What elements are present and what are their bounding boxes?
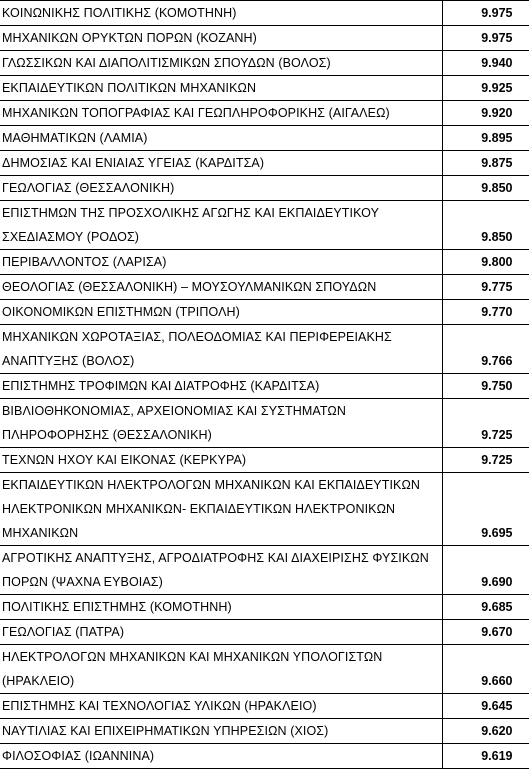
department-name-cell [0, 126, 443, 151]
department-name-cell [0, 546, 443, 595]
table-row [0, 620, 529, 645]
department-name-cell [0, 374, 443, 399]
table-row [0, 325, 529, 374]
table-row [0, 300, 529, 325]
score-cell: 9.725 [443, 399, 529, 448]
table-row [0, 51, 529, 76]
table-row [0, 151, 529, 176]
score-cell: 9.895 [443, 126, 529, 151]
scores-table-body [0, 1, 529, 769]
score-cell: 9.725 [443, 448, 529, 473]
score-cell: 9.940 [443, 51, 529, 76]
department-name-cell [0, 151, 443, 176]
department-name-cell [0, 620, 443, 645]
score-cell: 9.685 [443, 595, 529, 620]
score-cell: 9.920 [443, 101, 529, 126]
department-name-cell [0, 76, 443, 101]
table-row [0, 26, 529, 51]
score-cell: 9.875 [443, 151, 529, 176]
department-name-cell [0, 325, 443, 374]
table-row [0, 176, 529, 201]
score-cell: 9.800 [443, 250, 529, 275]
score-cell: 9.975 [443, 26, 529, 51]
table-row [0, 473, 529, 546]
department-name-line: ΣΧΕΔΙΑΣΜΟΥ (ΡΟΔΟΣ) [2, 225, 442, 249]
department-name-line: ΜΗΧΑΝΙΚΩΝ ΟΡΥΚΤΩΝ ΠΟΡΩΝ (ΚΟΖΑΝΗ) [2, 26, 442, 50]
table-row [0, 399, 529, 448]
department-name-line: ΦΙΛΟΣΟΦΙΑΣ (ΙΩΑΝΝΙΝΑ) [2, 744, 442, 768]
department-name-line: ΜΗΧΑΝΙΚΩΝ ΧΩΡΟΤΑΞΙΑΣ, ΠΟΛΕΟΔΟΜΙΑΣ ΚΑΙ ΠΕΡΙΦΕΡΕΙΑΚΗΣ [2, 325, 442, 349]
department-name-line: ΓΛΩΣΣΙΚΩΝ ΚΑΙ ΔΙΑΠΟΛΙΤΙΣΜΙΚΩΝ ΣΠΟΥΔΩΝ (ΒΟΛΟΣ) [2, 51, 442, 75]
department-name-line: ΓΕΩΛΟΓΙΑΣ (ΘΕΣΣΑΛΟΝΙΚΗ) [2, 176, 442, 200]
score-cell: 9.620 [443, 719, 529, 744]
score-cell: 9.619 [443, 744, 529, 769]
score-cell: 9.695 [443, 473, 529, 546]
department-name-line: ΕΚΠΑΙΔΕΥΤΙΚΩΝ ΗΛΕΚΤΡΟΛΟΓΩΝ ΜΗΧΑΝΙΚΩΝ ΚΑΙ ΕΚΠΑΙΔΕΥΤΙΚΩΝ [2, 473, 442, 497]
score-cell: 9.645 [443, 694, 529, 719]
department-name-line: ΜΗΧΑΝΙΚΩΝ ΤΟΠΟΓΡΑΦΙΑΣ ΚΑΙ ΓΕΩΠΛΗΡΟΦΟΡΙΚΗΣ (ΑΙΓΑΛΕΩ) [2, 101, 442, 125]
department-name-line: ΝΑΥΤΙΛΙΑΣ ΚΑΙ ΕΠΙΧΕΙΡΗΜΑΤΙΚΩΝ ΥΠΗΡΕΣΙΩΝ (ΧΙΟΣ) [2, 719, 442, 743]
department-name-line: ΤΕΧΝΩΝ ΗΧΟΥ ΚΑΙ ΕΙΚΟΝΑΣ (ΚΕΡΚΥΡΑ) [2, 448, 442, 472]
department-name-cell [0, 399, 443, 448]
score-cell: 9.975 [443, 1, 529, 26]
department-name-cell [0, 300, 443, 325]
table-row [0, 101, 529, 126]
department-name-line: ΕΠΙΣΤΗΜΗΣ ΤΡΟΦΙΜΩΝ ΚΑΙ ΔΙΑΤΡΟΦΗΣ (ΚΑΡΔΙΤΣΑ) [2, 374, 442, 398]
table-row [0, 744, 529, 769]
department-name-line: ΟΙΚΟΝΟΜΙΚΩΝ ΕΠΙΣΤΗΜΩΝ (ΤΡΙΠΟΛΗ) [2, 300, 442, 324]
table-row [0, 250, 529, 275]
department-name-cell [0, 201, 443, 250]
table-row [0, 595, 529, 620]
score-cell: 9.925 [443, 76, 529, 101]
department-name-line: ΘΕΟΛΟΓΙΑΣ (ΘΕΣΣΑΛΟΝΙΚΗ) – ΜΟΥΣΟΥΛΜΑΝΙΚΩΝ ΣΠΟΥΔΩΝ [2, 275, 442, 299]
department-name-line: ΠΕΡΙΒΑΛΛΟΝΤΟΣ (ΛΑΡΙΣΑ) [2, 250, 442, 274]
department-name-cell [0, 51, 443, 76]
table-row [0, 448, 529, 473]
table-row [0, 694, 529, 719]
department-name-line: ΗΛΕΚΤΡΟΝΙΚΩΝ ΜΗΧΑΝΙΚΩΝ- ΕΚΠΑΙΔΕΥΤΙΚΩΝ ΗΛΕΚΤΡΟΝΙΚΩΝ [2, 497, 442, 521]
department-name-line: (ΗΡΑΚΛΕΙΟ) [2, 669, 442, 693]
department-name-line: ΚΟΙΝΩΝΙΚΗΣ ΠΟΛΙΤΙΚΗΣ (ΚΟΜΟΤΗΝΗ) [2, 1, 442, 25]
table-row [0, 719, 529, 744]
department-name-cell [0, 645, 443, 694]
department-name-line: ΑΝΑΠΤΥΞΗΣ (ΒΟΛΟΣ) [2, 349, 442, 373]
department-name-cell [0, 595, 443, 620]
department-name-cell [0, 694, 443, 719]
score-cell: 9.670 [443, 620, 529, 645]
department-name-cell [0, 275, 443, 300]
table-row [0, 201, 529, 250]
department-name-line: ΠΟΡΩΝ (ΨΑΧΝΑ ΕΥΒΟΙΑΣ) [2, 570, 442, 594]
department-name-line: ΠΟΛΙΤΙΚΗΣ ΕΠΙΣΤΗΜΗΣ (ΚΟΜΟΤΗΝΗ) [2, 595, 442, 619]
department-name-line: ΑΓΡΟΤΙΚΗΣ ΑΝΑΠΤΥΞΗΣ, ΑΓΡΟΔΙΑΤΡΟΦΗΣ ΚΑΙ ΔΙΑΧΕΙΡΙΣΗΣ ΦΥΣΙΚΩΝ [2, 546, 442, 570]
table-row [0, 546, 529, 595]
department-name-cell [0, 26, 443, 51]
table-row [0, 645, 529, 694]
score-cell: 9.850 [443, 201, 529, 250]
table-row [0, 275, 529, 300]
department-name-line: ΜΑΘΗΜΑΤΙΚΩΝ (ΛΑΜΙΑ) [2, 126, 442, 150]
score-cell: 9.750 [443, 374, 529, 399]
department-name-line: ΗΛΕΚΤΡΟΛΟΓΩΝ ΜΗΧΑΝΙΚΩΝ ΚΑΙ ΜΗΧΑΝΙΚΩΝ ΥΠΟΛΟΓΙΣΤΩΝ [2, 645, 442, 669]
department-name-line: ΔΗΜΟΣΙΑΣ ΚΑΙ ΕΝΙΑΙΑΣ ΥΓΕΙΑΣ (ΚΑΡΔΙΤΣΑ) [2, 151, 442, 175]
department-name-line: ΕΠΙΣΤΗΜΩΝ ΤΗΣ ΠΡΟΣΧΟΛΙΚΗΣ ΑΓΩΓΗΣ ΚΑΙ ΕΚΠΑΙΔΕΥΤΙΚΟΥ [2, 201, 442, 225]
department-name-cell [0, 176, 443, 201]
table-row [0, 76, 529, 101]
score-cell: 9.766 [443, 325, 529, 374]
department-name-cell [0, 448, 443, 473]
table-row [0, 374, 529, 399]
department-name-cell [0, 1, 443, 26]
department-name-line: ΒΙΒΛΙΟΘΗΚΟΝΟΜΙΑΣ, ΑΡΧΕΙΟΝΟΜΙΑΣ ΚΑΙ ΣΥΣΤΗΜΑΤΩΝ [2, 399, 442, 423]
department-name-cell [0, 719, 443, 744]
department-name-cell [0, 473, 443, 546]
score-cell: 9.660 [443, 645, 529, 694]
department-name-line: ΜΗΧΑΝΙΚΩΝ [2, 521, 442, 545]
table-row [0, 126, 529, 151]
score-cell: 9.770 [443, 300, 529, 325]
score-cell: 9.690 [443, 546, 529, 595]
department-name-cell [0, 744, 443, 769]
department-name-cell [0, 101, 443, 126]
department-name-line: ΕΠΙΣΤΗΜΗΣ ΚΑΙ ΤΕΧΝΟΛΟΓΙΑΣ ΥΛΙΚΩΝ (ΗΡΑΚΛΕΙΟ) [2, 694, 442, 718]
table-row [0, 1, 529, 26]
score-cell: 9.775 [443, 275, 529, 300]
score-cell: 9.850 [443, 176, 529, 201]
department-name-line: ΓΕΩΛΟΓΙΑΣ (ΠΑΤΡΑ) [2, 620, 442, 644]
department-name-cell [0, 250, 443, 275]
department-name-line: ΠΛΗΡΟΦΟΡΗΣΗΣ (ΘΕΣΣΑΛΟΝΙΚΗ) [2, 423, 442, 447]
department-name-line: ΕΚΠΑΙΔΕΥΤΙΚΩΝ ΠΟΛΙΤΙΚΩΝ ΜΗΧΑΝΙΚΩΝ [2, 76, 442, 100]
